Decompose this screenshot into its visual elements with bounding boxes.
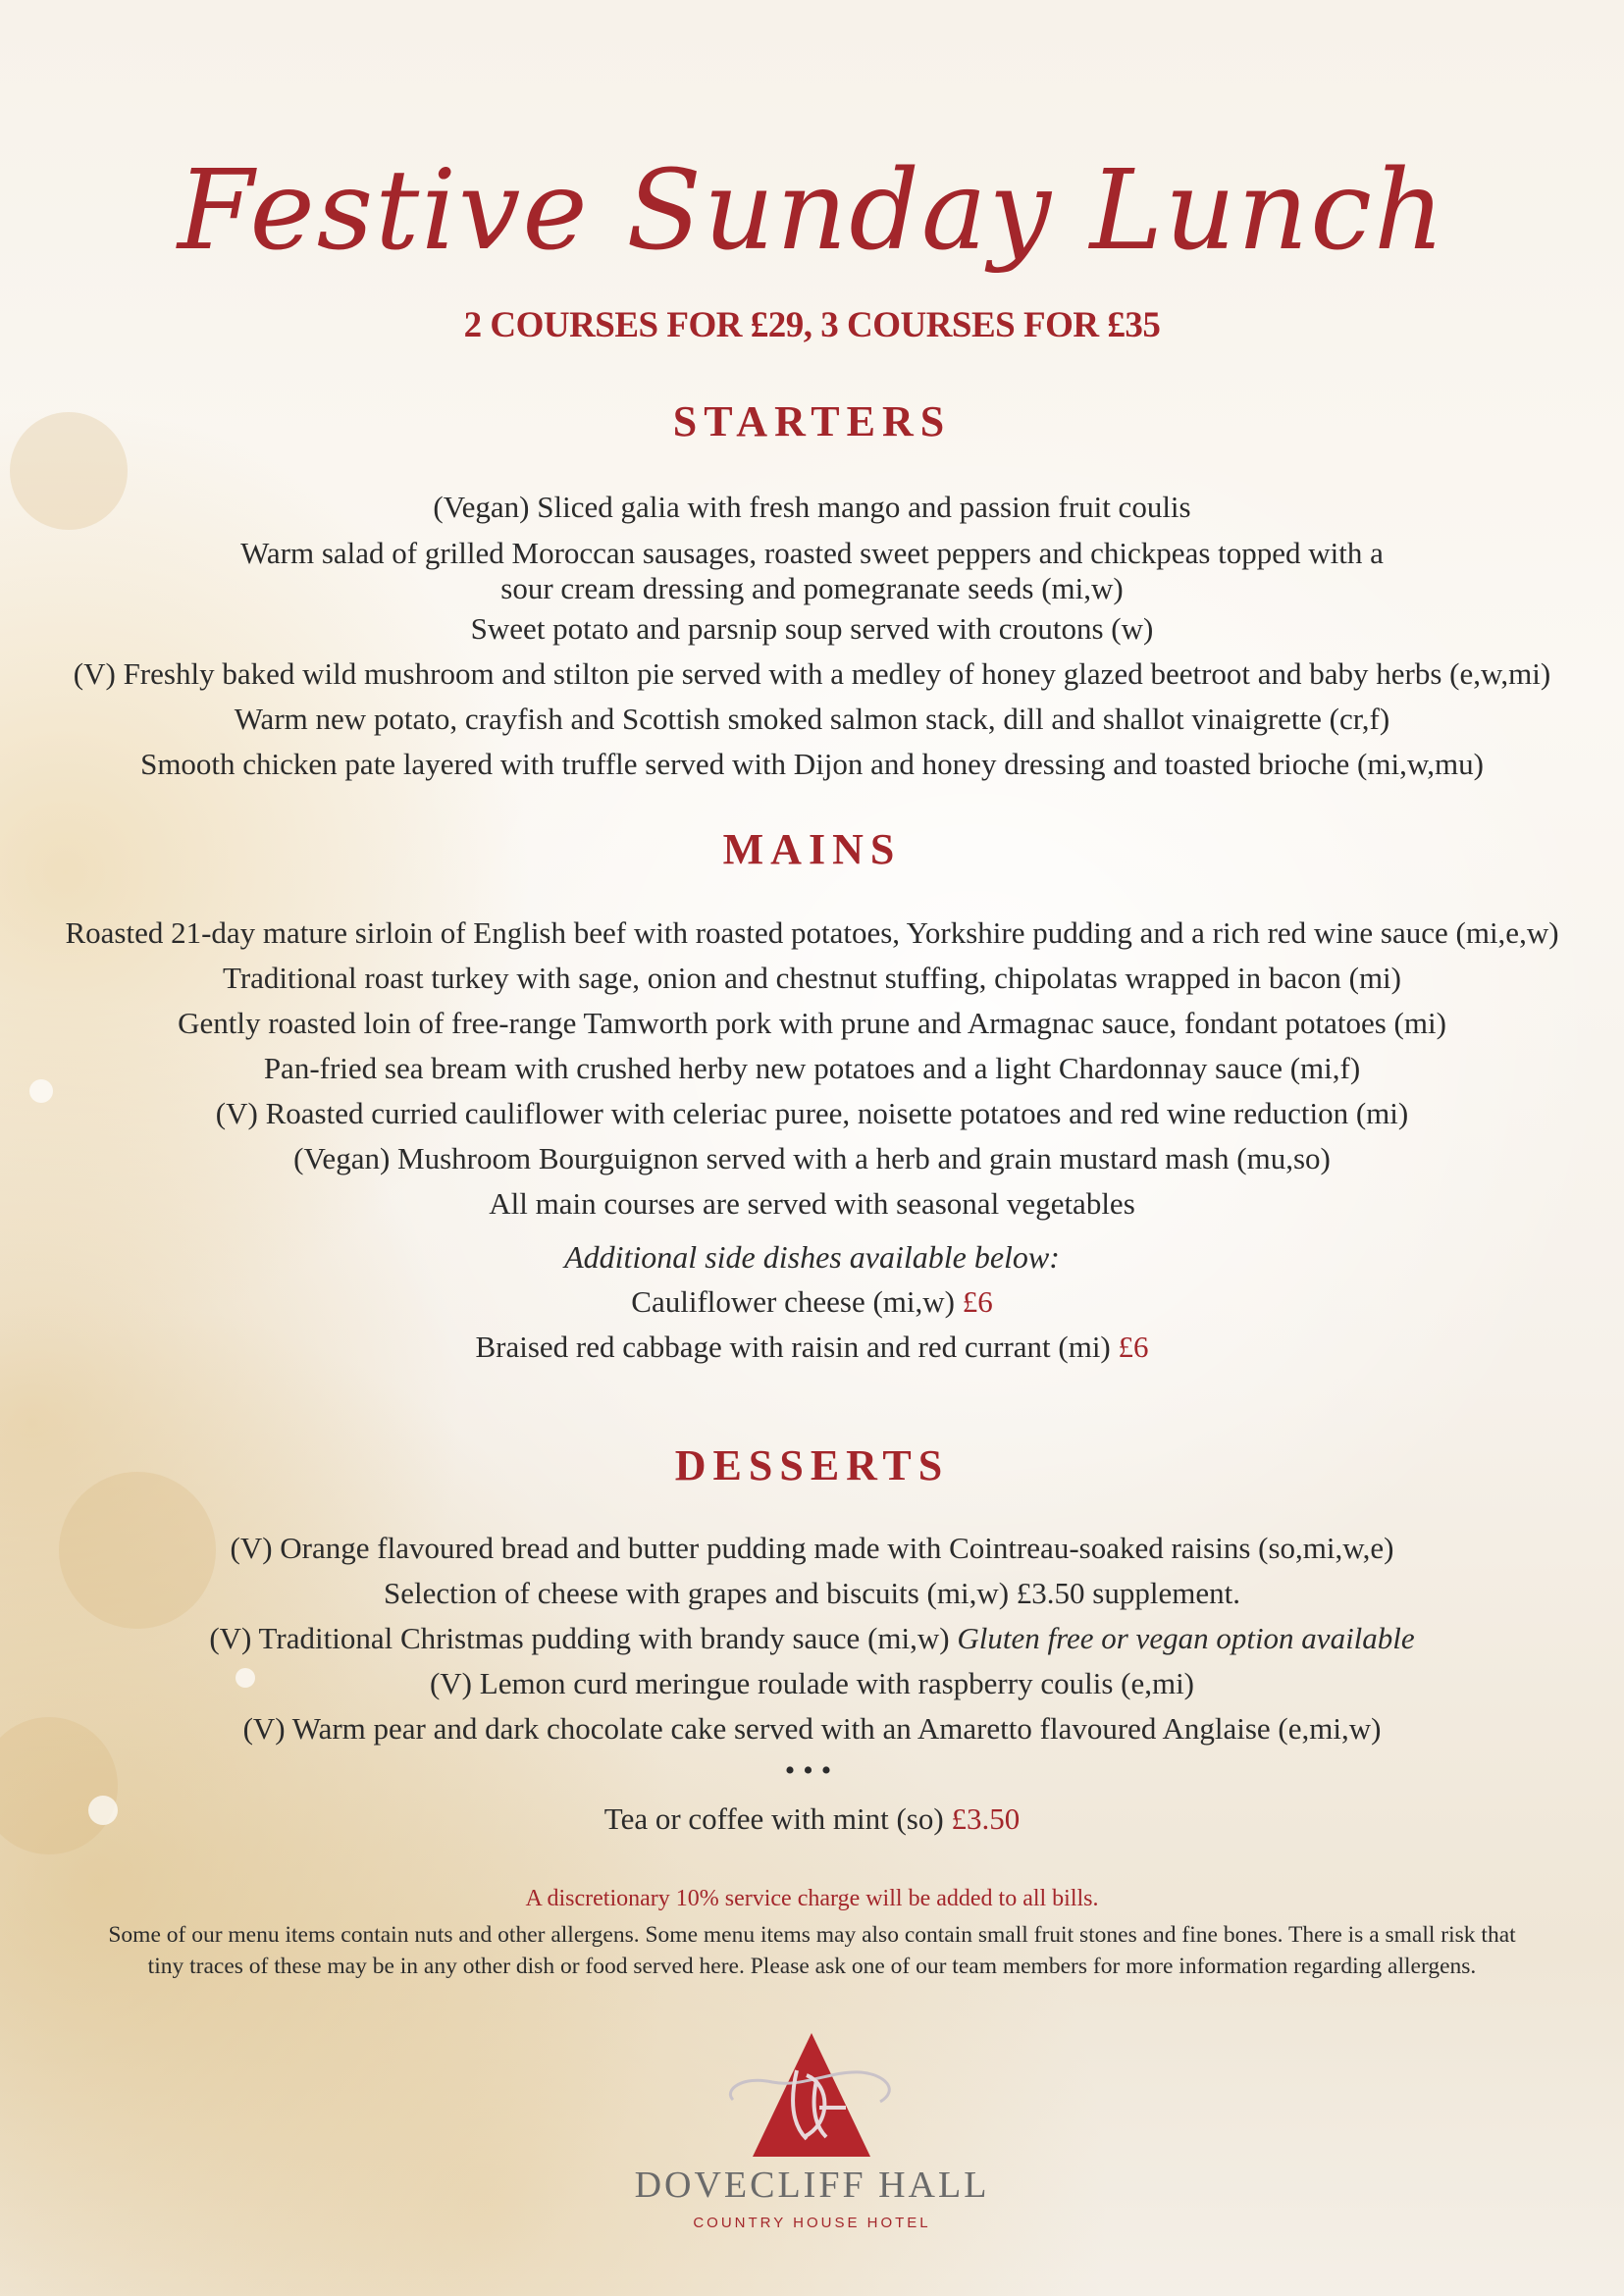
pudding-option: Gluten free or vegan option available — [957, 1621, 1415, 1655]
allergen-notice: Some of our menu items contain nuts and other allergens. Some menu items may also contain small fruit stones and fine bones. There is a small risk that tiny traces of these may be in any other dish or food served here. Please ask one of our team members for more information regarding allergens. — [108, 1922, 1516, 1979]
list-item: (V) Roasted curried cauliflower with celeriac puree, noisette potatoes and red wine reduction (mi) — [215, 1096, 1409, 1130]
list-item — [0, 1616, 1624, 1661]
hotel-subtitle: COUNTRY HOUSE HOTEL — [693, 2215, 931, 2231]
tea-item — [0, 1797, 1624, 1842]
list-item: Sweet potato and parsnip soup served with croutons (w) — [470, 611, 1154, 646]
starters-list — [0, 485, 1624, 787]
course-price-line: 2 COURSES FOR £29, 3 COURSES FOR £35 — [463, 305, 1161, 345]
hotel-name: DOVECLIFF HALL — [634, 2165, 990, 2206]
list-item: sour cream dressing and pomegranate seeds (mi,w) — [500, 571, 1124, 605]
tea-price: £3.50 — [951, 1801, 1021, 1836]
list-item: (V) Orange flavoured bread and butter pudding made with Cointreau-soaked raisins (so,mi,w,e) — [230, 1531, 1394, 1565]
list-item: Selection of cheese with grapes and biscuits (mi,w) £3.50 supplement. — [384, 1576, 1240, 1610]
list-item: (Vegan) Mushroom Bourguignon served with a herb and grain mustard mash (mu,so) — [293, 1141, 1331, 1175]
side-dish-name: Cauliflower cheese (mi,w) — [631, 1284, 955, 1319]
mains-list — [0, 911, 1624, 1370]
service-charge-notice: A discretionary 10% service charge will be added to all bills. — [525, 1886, 1099, 1911]
list-item: (V) Freshly baked wild mushroom and stilton pie served with a medley of honey glazed beetroot and baby herbs (e,w,mi) — [73, 656, 1551, 691]
triangle-monogram-logo-icon — [713, 2031, 910, 2168]
list-item: (Vegan) Sliced galia with fresh mango and passion fruit coulis — [433, 490, 1191, 524]
separator-dots: ••• — [784, 1754, 840, 1787]
list-item: (V) Lemon curd meringue roulade with raspberry coulis (e,mi) — [429, 1666, 1195, 1700]
list-item: Pan-fried sea bream with crushed herby new potatoes and a light Chardonnay sauce (mi,f) — [263, 1051, 1361, 1085]
side-dish-price: £6 — [1118, 1330, 1149, 1364]
pudding-text: (V) Traditional Christmas pudding with brandy sauce (mi,w) — [209, 1621, 950, 1655]
side-dish-price: £6 — [962, 1284, 993, 1319]
starters-heading: STARTERS — [672, 397, 952, 445]
list-item: Gently roasted loin of free-range Tamworth pork with prune and Armagnac sauce, fondant potatoes (mi) — [178, 1006, 1446, 1040]
mains-heading: MAINS — [722, 825, 902, 873]
menu-title: Festive Sunday Lunch — [177, 147, 1447, 275]
list-item: Warm salad of grilled Moroccan sausages, roasted sweet peppers and chickpeas topped with a — [240, 536, 1384, 570]
side-dish-name: Braised red cabbage with raisin and red currant (mi) — [475, 1330, 1111, 1364]
tea-name: Tea or coffee with mint (so) — [603, 1801, 944, 1836]
sides-note: Additional side dishes available below: — [564, 1239, 1060, 1275]
list-item: (V) Warm pear and dark chocolate cake served with an Amaretto flavoured Anglaise (e,mi,w) — [242, 1711, 1382, 1746]
list-item: All main courses are served with seasonal vegetables — [489, 1186, 1135, 1221]
list-item: Warm new potato, crayfish and Scottish smoked salmon stack, dill and shallot vinaigrette (cr,f) — [234, 702, 1390, 736]
side-dish-item — [0, 1325, 1624, 1370]
side-dish-item — [0, 1279, 1624, 1325]
list-item: Smooth chicken pate layered with truffle served with Dijon and honey dressing and toasted brioche (mi,w,mu) — [140, 747, 1484, 781]
list-item: Traditional roast turkey with sage, onion and chestnut stuffing, chipolatas wrapped in bacon (mi) — [222, 961, 1401, 995]
desserts-heading: DESSERTS — [674, 1441, 950, 1489]
desserts-list — [0, 1526, 1624, 1842]
list-item: Roasted 21-day mature sirloin of English beef with roasted potatoes, Yorkshire pudding and a rich red wine sauce (mi,e,w) — [65, 915, 1559, 950]
